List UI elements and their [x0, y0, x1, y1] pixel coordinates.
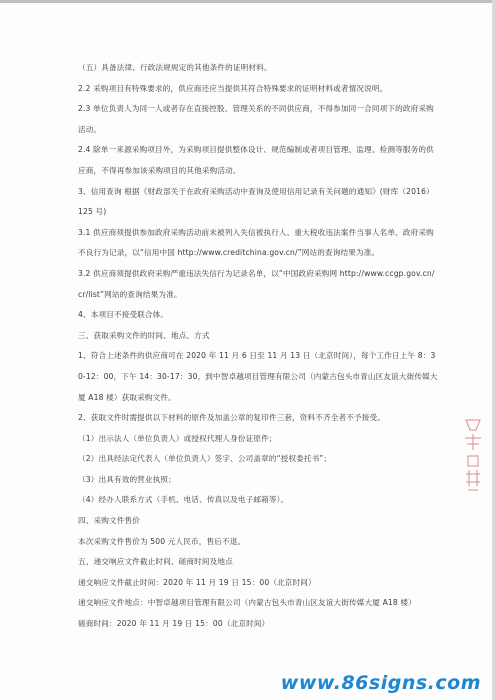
section-heading: 五、递交响应文件截止时间、磋商时间及地点: [78, 557, 233, 567]
paragraph-line: 2.3 单位负责人为同一人或者存在直接控股、管理关系的不同供应商，不得参加同一合同项下的政府采购活动。: [78, 104, 434, 134]
section-heading: 三、获取采购文件的时间、地点、方式: [78, 330, 210, 340]
document-body: [78, 58, 438, 635]
paragraph-line: 递交响应文件截止时间：2020 年 11 月 19 日 15：00（北京时间）: [78, 577, 316, 587]
list-item: （1）出示法人（单位负责人）或授权代理人身份证原件；: [78, 433, 277, 443]
list-item: （3）出具有效的营业执照；: [78, 474, 176, 484]
paragraph-line: 本次采购文件售价为 500 元人民币，售后不退。: [78, 536, 246, 546]
paragraph-line: 递交响应文件地点：中智卓越项目管理有限公司（内蒙古包头市青山区友谊大街传媒大厦 A18 楼）: [78, 598, 416, 608]
watermark-text: www.86signs.com: [280, 672, 481, 694]
list-item: （2）出具经法定代表人（单位负责人）签字、公司盖章的“授权委托书”；: [78, 454, 332, 464]
paragraph-line: 2、获取文件时需提供以下材料的原件及加盖公章的复印件三套，资料不齐全者不予接受。: [78, 413, 385, 423]
paragraph-line: 4、本项目不接受联合体。: [78, 310, 169, 320]
paragraph-line: （五）具备法律、行政法规规定的其他条件的证明材料。: [78, 63, 272, 72]
paragraph-line: 1、符合上述条件的供应商可在 2020 年 11 月 6 日至 11 月 13 日（北京时间），每个工作日上午 8：30-12：00，下午 14：30-17：30，到中智卓越项目管理有限公司（内蒙古包头市青山区友谊大街传媒大厦 A18 楼）获取采购文件。: [78, 351, 438, 402]
list-item: （4）经办人联系方式（手机、电话、传真以及电子邮箱等）。: [78, 495, 289, 505]
paragraph-line: 3、信用查询 根据《财政部关于在政府采购活动中查询及使用信用记录有关问题的通知》(财库（2016）125 号): [78, 186, 434, 217]
seal-stamp-icon: [462, 416, 484, 494]
paragraph-line: 2.4 除单一来源采购项目外，为采购项目提供整体设计、规范编制或者项目管理、监理、检测等服务的供应商，不得再参加该采购项目的其他采购活动。: [78, 145, 434, 175]
paragraph-line: 3.1 供应商须提供参加政府采购活动前未被列入失信被执行人、重大税收违法案件当事人名单、政府采购不良行为记录，以“信用中国 http://www.creditchina.gov.cn/”网站的查询结果为准。: [78, 227, 434, 258]
paragraph-line: 3.2 供应商须提供政府采购严重违法失信行为记录名单，以“中国政府采购网 http://www.ccgp.gov.cn/cr/list”网站的查询结果为准。: [78, 268, 435, 299]
paragraph-line: 2.2 采购项目有特殊要求的，供应商还应当提供其符合特殊要求的证明材料或者情况说明。: [78, 83, 388, 93]
section-heading: 四、采购文件售价: [78, 516, 140, 526]
page-top-border: [0, 0, 495, 3]
paragraph-line: 磋商时间：2020 年 11 月 19 日 15：00（北京时间）: [78, 619, 270, 629]
